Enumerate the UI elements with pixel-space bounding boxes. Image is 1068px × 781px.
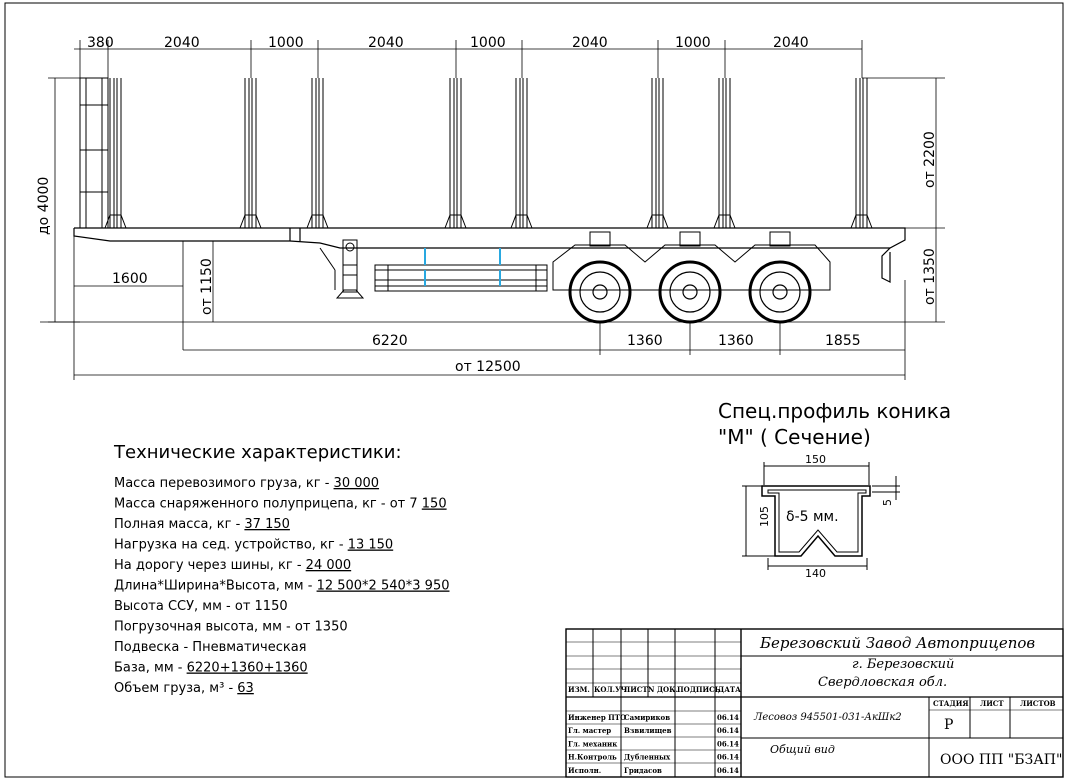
dim-bottom-2: 1360 bbox=[627, 333, 663, 349]
stanchion-6 bbox=[647, 78, 668, 228]
tb-signature-name: Взвилищев bbox=[624, 726, 672, 736]
front-headboard bbox=[80, 78, 108, 228]
tb-signature-name: Гридасов bbox=[624, 765, 662, 775]
profile-thickness: δ-5 мм. bbox=[786, 509, 839, 525]
spec-value: 150 bbox=[421, 496, 447, 512]
profile-width-bottom: 140 bbox=[805, 567, 826, 580]
stanchion-5 bbox=[511, 78, 532, 228]
spec-line bbox=[114, 579, 449, 594]
landing-gear bbox=[320, 240, 363, 298]
stanchion-8 bbox=[851, 78, 872, 228]
tb-drawing-name: Лесовоз 945501-031-АкШк2 bbox=[754, 712, 902, 723]
trailer-side-view bbox=[36, 35, 945, 380]
spec-label: Подвеска - Пневматическая bbox=[114, 640, 307, 655]
tb-view-name: Общий вид bbox=[770, 743, 835, 756]
specifications bbox=[113, 442, 449, 696]
tb-stage-header: СТАДИЯ bbox=[933, 699, 969, 708]
stanchion-4 bbox=[445, 78, 466, 228]
tb-signature-date: 06.14 bbox=[717, 739, 739, 749]
spec-label: Погрузочная высота, мм - от 1350 bbox=[114, 619, 348, 635]
spec-label: Высота ССУ, мм - от 1150 bbox=[114, 599, 288, 614]
tb-signature-date: 06.14 bbox=[717, 765, 739, 775]
tb-signature-rows bbox=[568, 713, 739, 775]
dim-total-height-label: до 4000 bbox=[36, 176, 52, 235]
spec-label: На дорогу через шины, кг - bbox=[114, 558, 306, 573]
tb-col-izm: ИЗМ. bbox=[568, 685, 590, 694]
dim-bottom-1: 6220 bbox=[372, 333, 408, 349]
dim-platform-height-label: от 1350 bbox=[922, 248, 938, 305]
dim-top-1: 380 bbox=[87, 35, 114, 51]
dim-top-4: 2040 bbox=[368, 35, 404, 51]
dim-top-6: 2040 bbox=[572, 35, 608, 51]
spec-value: 6220+1360+1360 bbox=[186, 660, 308, 676]
spec-value: 12 500*2 540*3 950 bbox=[316, 578, 450, 594]
dim-stake-height-label: от 2200 bbox=[922, 131, 938, 188]
tb-signature-role: Гл. механик bbox=[568, 739, 618, 749]
dim-top-8: 2040 bbox=[773, 35, 809, 51]
tb-sheet-header: ЛИСТ bbox=[980, 699, 1004, 708]
spec-label: Масса снаряженного полуприцепа, кг - от 7 bbox=[114, 496, 422, 512]
wheel-1 bbox=[570, 262, 630, 322]
spec-line bbox=[114, 681, 254, 696]
wheel-2 bbox=[660, 262, 720, 322]
tb-col-list: ЛИСТ bbox=[624, 685, 648, 694]
tb-city: г. Березовский bbox=[852, 657, 955, 672]
tb-signature-date: 06.14 bbox=[717, 726, 739, 736]
profile-title-line2: "М" ( Сечение) bbox=[718, 425, 871, 449]
stanchions bbox=[105, 78, 872, 228]
dim-total-height bbox=[48, 78, 80, 322]
spec-line bbox=[114, 599, 288, 614]
tb-signature-role: Исполн. bbox=[568, 765, 602, 775]
spec-label: Длина*Ширина*Высота, мм - bbox=[114, 578, 317, 594]
wheel-3 bbox=[750, 262, 810, 322]
spec-value: 30 000 bbox=[333, 476, 380, 491]
tb-signature-date: 06.14 bbox=[717, 752, 739, 762]
spec-label: База, мм - bbox=[114, 660, 187, 676]
stanchion-2 bbox=[240, 78, 261, 228]
tb-sheets-header: ЛИСТОВ bbox=[1020, 699, 1056, 708]
side-toolbox bbox=[375, 248, 547, 291]
dim-bottom-4: 1855 bbox=[825, 333, 861, 349]
tb-signature-date: 06.14 bbox=[717, 713, 739, 722]
spec-line bbox=[114, 558, 351, 573]
dim-top-3: 1000 bbox=[268, 35, 304, 51]
dim-top-2: 2040 bbox=[164, 35, 200, 51]
tb-signature-role: Инженер ПТО bbox=[568, 713, 627, 722]
specs-heading: Технические характеристики: bbox=[114, 442, 402, 463]
tb-company: Березовский Завод Автоприцепов bbox=[760, 634, 1036, 652]
spec-line bbox=[114, 476, 379, 491]
spec-label: Объем груза, м³ - bbox=[114, 681, 238, 696]
spec-value: 13 150 bbox=[347, 537, 394, 553]
tb-signature-role: Гл. мастер bbox=[568, 726, 612, 736]
profile-title-line1: Спец.профиль коника bbox=[718, 399, 952, 423]
tb-region: Свердловская обл. bbox=[818, 675, 948, 690]
stanchion-3 bbox=[307, 78, 328, 228]
profile-width-top: 150 bbox=[805, 453, 826, 466]
wheels bbox=[570, 262, 810, 322]
spec-label: Нагрузка на сед. устройство, кг - bbox=[114, 537, 348, 553]
dim-bottom-3: 1360 bbox=[718, 333, 754, 349]
spec-value: 63 bbox=[237, 681, 254, 696]
tb-col-ndoc: N ДОК. bbox=[648, 685, 678, 694]
tb-stage-value: Р bbox=[944, 717, 954, 733]
spec-line bbox=[114, 538, 393, 553]
profile-flange: 5 bbox=[881, 499, 894, 506]
spec-line bbox=[114, 620, 348, 635]
tb-col-data: ДАТА bbox=[718, 685, 741, 694]
conic-profile-section bbox=[718, 399, 951, 580]
dim-overall-length: от 12500 bbox=[455, 359, 521, 375]
tb-col-kolych: КОЛ.УЧ bbox=[594, 685, 628, 694]
tb-col-podpis: ПОДПИСЬ bbox=[677, 685, 721, 694]
spec-label: Масса перевозимого груза, кг - bbox=[114, 476, 334, 491]
spec-value: 24 000 bbox=[305, 558, 352, 573]
dim-fifth-wheel-label: от 1150 bbox=[199, 258, 215, 315]
profile-height: 105 bbox=[758, 506, 771, 527]
specs-list bbox=[114, 476, 449, 696]
tb-signature-name: Дубленных bbox=[624, 752, 671, 762]
dim-kingpin-label: 1600 bbox=[112, 271, 148, 287]
stanchion-7 bbox=[714, 78, 735, 228]
tb-signature-name: Самириков bbox=[624, 713, 671, 722]
spec-line bbox=[114, 640, 307, 655]
spec-line bbox=[114, 661, 308, 676]
title-block-text bbox=[568, 634, 1062, 775]
spec-label: Полная масса, кг - bbox=[114, 517, 245, 532]
tb-organization: ООО ПП "БЗАП" bbox=[940, 752, 1063, 768]
spec-line bbox=[114, 497, 447, 512]
spec-value: 37 150 bbox=[244, 517, 290, 532]
tb-signature-role: Н.Контроль bbox=[568, 752, 617, 762]
spec-line bbox=[114, 517, 290, 532]
dim-top-7: 1000 bbox=[675, 35, 711, 51]
dim-top-5: 1000 bbox=[470, 35, 506, 51]
